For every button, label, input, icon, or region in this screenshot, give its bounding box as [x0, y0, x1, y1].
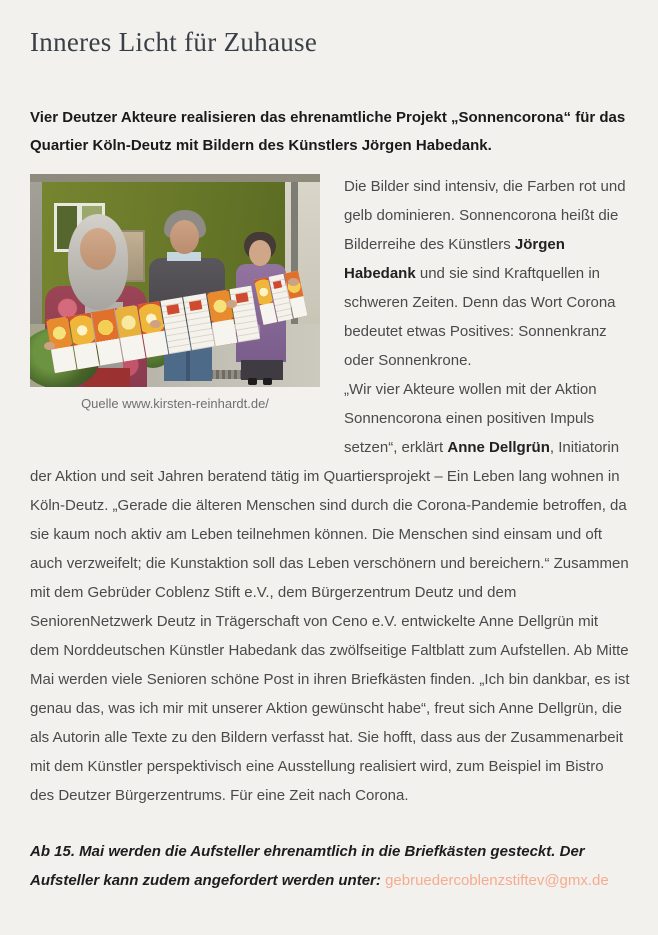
paragraph-segment: „Wir vier Akteure wollen mit der Aktion Sonnencorona einen positiven Impuls setzen“, erklärt	[344, 381, 597, 457]
article-photo	[30, 174, 320, 387]
photo-roof-eave	[30, 174, 320, 182]
paragraph-segment-bold: Jörgen Habedank	[344, 236, 565, 283]
closing-text: Ab 15. Mai werden die Aufsteller ehrenamtlich in die Briefkästen gesteckt. Der Aufsteller kann zudem angefordert werden unter:	[30, 843, 585, 890]
photo-leaflet-folded	[254, 271, 308, 325]
photo-concrete-pillar	[30, 182, 42, 332]
paragraph-segment: , Initiatorin der Aktion und seit Jahren beratend tätig im Quartiersprojekt – Ein Leben lang wohnen in Köln-Deutz. „Gerade die älteren Menschen sind durch die Corona-Pandemie betroffen, da sie kaum noch aktiv am Leben teilnehmen können. Die Menschen sind einsam und oft auch verzweifelt; die Kunstaktion soll das Leben verschönern und bereichern.“ Zusammen mit dem Gebrüder Coblenz Stift e.V., dem Bürgerzentrum Deutz und dem SeniorenNetzwerk Deutz in Trägerschaft von Ceno e.V. entwickelte Anne Dellgrün mit dem Norddeutschen Künstler Habedank das zwölfseitige Faltblatt zum Aufstellen. Ab Mitte Mai werden viele Senioren schöne Post in ihren Briefkästen finden. „Ich bin dankbar, es ist genau das, was ich mir mit unserer Aktion gewünscht habe“, freut sich Anne Dellgrün, die als Autorin alle Texte zu den Bildern verfasst hat. Sie hofft, dass aus der Zusammenarbeit mit dem Künstler perspektivisch eine Ausstellung realisiert wird, zum Beispiel im Bistro des Deutzer Bürgerzentrums. Für eine Zeit nach Corona.	[30, 439, 630, 805]
article-body	[30, 170, 630, 895]
article-photo-figure	[30, 174, 320, 412]
photo-person-right-skirt	[241, 360, 283, 380]
email-link[interactable]: gebruedercoblenzstiftev@gmx.de	[385, 872, 609, 890]
photo-person-right-shoe	[263, 378, 272, 385]
paragraph-segment: Die Bilder sind intensiv, die Farben rot und gelb dominieren. Sonnencorona heißt die Bilderreihe des Künstlers	[344, 178, 626, 254]
paragraph-segment: und sie sind Kraftquellen in schweren Zeiten. Denn das Wort Corona bedeutet etwas Positives: Sonnenkranz oder Sonnenkrone.	[344, 265, 616, 370]
photo-caption: Quelle www.kirsten-reinhardt.de/	[81, 396, 269, 412]
paragraph-segment-bold: Anne Dellgrün	[447, 439, 550, 457]
article-subtitle: Vier Deutzer Akteure realisieren das ehrenamtliche Projekt „Sonnencorona“ für das Quartier Köln-Deutz mit Bildern des Künstlers Jörgen Habedank.	[30, 109, 626, 155]
closing-paragraph	[30, 837, 630, 895]
page-title: Inneres Licht für Zuhause	[30, 27, 318, 57]
photo-person-right-shoe	[248, 378, 257, 385]
